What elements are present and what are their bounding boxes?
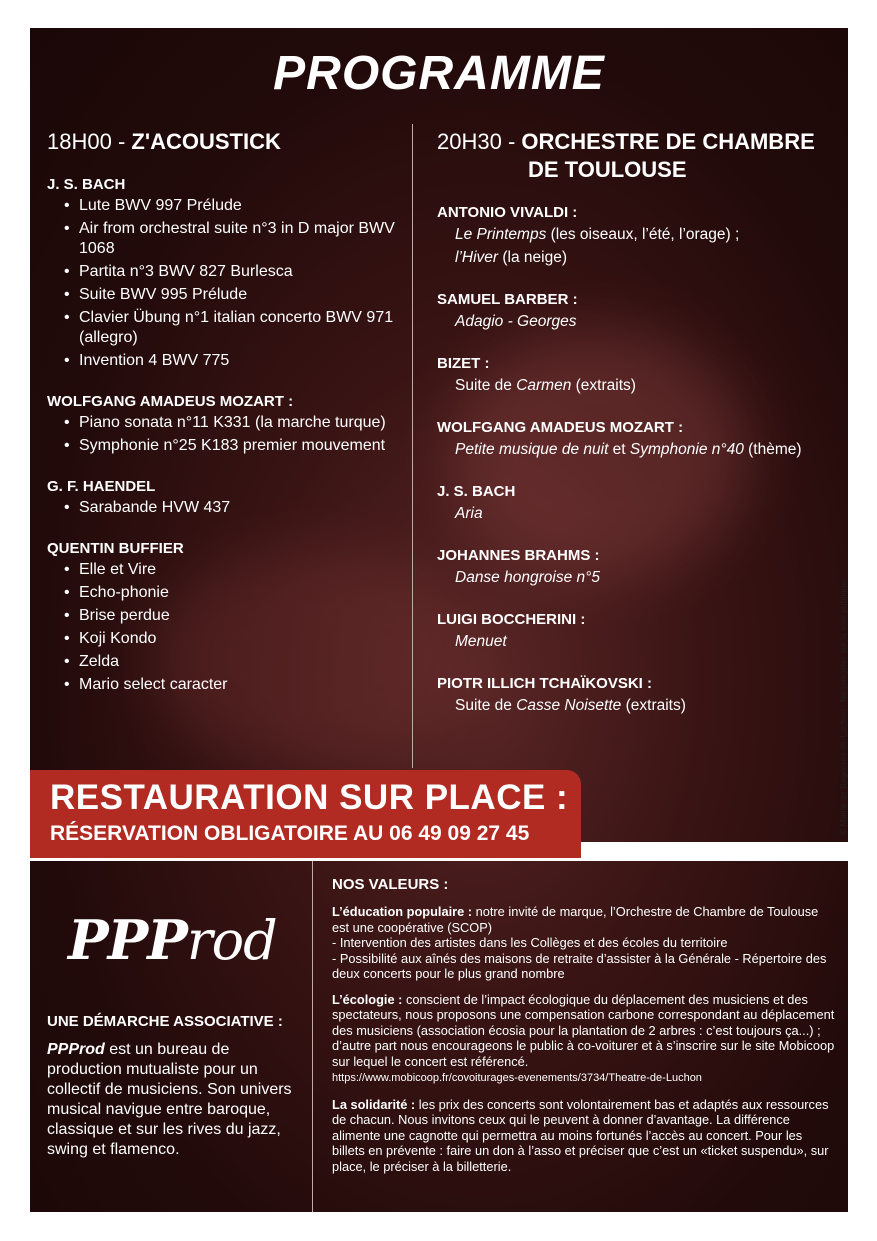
- valeurs-section: [332, 876, 836, 1184]
- valeur-education: [332, 904, 836, 982]
- piece-item: • Suite BWV 995 Prélude: [64, 285, 412, 305]
- right-band-line2: DE TOULOUSE: [528, 157, 687, 182]
- work-note: (extraits): [571, 377, 636, 394]
- valeur-text: conscient de l’impact écologique du déplacement des musiciens et des spectateurs, nous proposons une compensation carbone correspondant au déplacement des musiciens (association écosia pour la plantation de 2 arbres : c’est toujours ça...) ; d’autre part nous encourageons le public à co-voiturer et à s’inscrire sur le site Mobicoop sur lequel le concert est référencé.: [332, 991, 835, 1069]
- mobicoop-link[interactable]: https://www.mobicoop.fr/covoiturages-evenements/3734/Theatre-de-Luchon: [332, 1072, 702, 1084]
- composer-bizet: BIZET :: [437, 355, 490, 372]
- mairie-credit: © Mairie de Bagnères-de-Luchon - Ne pas jeter sur la voie publique.: [838, 578, 848, 835]
- valeur-label: L’écologie :: [332, 991, 403, 1007]
- piece-item: • Symphonie n°25 K183 premier mouvement: [64, 436, 412, 456]
- piece-item: • Partita n°3 BWV 827 Burlesca: [64, 262, 412, 282]
- piece-item: • Air from orchestral suite n°3 in D major BWV 1068: [64, 219, 412, 259]
- reservation-phone: RÉSERVATION OBLIGATOIRE AU 06 49 09 27 45: [50, 822, 530, 845]
- valeurs-heading: NOS VALEURS :: [332, 876, 449, 893]
- work-line: [437, 223, 837, 246]
- right-heading: [437, 128, 837, 184]
- work-note: Suite de: [455, 697, 517, 714]
- valeur-solidarite: [332, 1097, 836, 1175]
- right-time: 20H30 -: [437, 129, 516, 154]
- work-line: [437, 438, 837, 461]
- column-divider: [412, 124, 413, 768]
- work-title: Carmen: [516, 377, 572, 394]
- piece-list: [47, 498, 412, 518]
- logo-rod: rod: [186, 909, 277, 972]
- piece-list: [47, 196, 412, 371]
- work-title: Adagio - Georges: [455, 313, 577, 330]
- work-line: [437, 374, 837, 397]
- work-title: Symphonie n°40: [629, 441, 744, 458]
- left-program: [47, 128, 412, 698]
- piece-item: • Invention 4 BWV 775: [64, 351, 412, 371]
- ppprod-logo: [68, 908, 277, 972]
- banner-divider: [581, 842, 848, 858]
- composer-name: J. S. BACH: [47, 176, 126, 193]
- piece-item: • Elle et Vire: [64, 560, 412, 580]
- logo-ppp: PPP: [68, 908, 187, 972]
- work-title: Casse Noisette: [516, 697, 622, 714]
- valeur-text: les prix des concerts sont volontairement bas et adaptés aux ressources de chacun. Nous invitons ceux qui le peuvent à donner d’avantage. La différence alimente une cagnotte qui permettra au moins fortunés l’accès au concert. Pour les billets en prévente : faire un don à l’asso et préciser que c’est un «ticket suspendu», sur place, le préciser à la billetterie.: [332, 1096, 829, 1174]
- piece-item: • Sarabande HVW 437: [64, 498, 412, 518]
- work-line: [437, 566, 837, 589]
- composer-bach: J. S. BACH: [437, 483, 516, 500]
- work-line: [437, 310, 837, 333]
- composer-boccherini: LUIGI BOCCHERINI :: [437, 611, 586, 628]
- piece-list: [47, 413, 412, 456]
- valeur-text: - Possibilité aux aînés des maisons de retraite d’assister à la Générale - Répertoire des deux concerts pour le plus grand nombre: [332, 950, 827, 981]
- work-note: Suite de: [455, 377, 517, 394]
- piece-item: • Zelda: [64, 652, 412, 672]
- work-line: [437, 694, 837, 717]
- valeur-text: - Intervention des artistes dans les Collèges et des écoles du territoire: [332, 935, 728, 950]
- association-text: [47, 1040, 295, 1160]
- left-heading: [47, 128, 412, 156]
- composer-name: WOLFGANG AMADEUS MOZART :: [47, 393, 294, 410]
- poster: [30, 28, 848, 1212]
- restauration-title: RESTAURATION SUR PLACE :: [50, 778, 569, 817]
- work-title: Petite musique de nuit: [455, 441, 609, 458]
- work-title: Danse hongroise n°5: [455, 569, 600, 586]
- valeur-text: notre invité de marque, l’Orchestre de Chambre de Toulouse est une coopérative (SCOP): [332, 904, 819, 935]
- association-name: PPProd: [47, 1041, 105, 1058]
- work-note: (thème): [743, 441, 802, 458]
- composer-name: G. F. HAENDEL: [47, 478, 156, 495]
- work-note: et: [608, 441, 630, 458]
- restauration-banner: [30, 770, 581, 860]
- piece-item: • Mario select caracter: [64, 675, 412, 695]
- work-line: [437, 502, 837, 525]
- composer-brahms: JOHANNES BRAHMS :: [437, 547, 600, 564]
- work-title: l’Hiver: [455, 249, 499, 266]
- composer-tchaikovski: PIOTR ILLICH TCHAÏKOVSKI :: [437, 675, 652, 692]
- composer-name: QUENTIN BUFFIER: [47, 540, 184, 557]
- piece-item: • Brise perdue: [64, 606, 412, 626]
- composer-mozart: WOLFGANG AMADEUS MOZART :: [437, 419, 684, 436]
- left-time: 18H00 -: [47, 129, 126, 154]
- association-description: est un bureau de production mutualiste pour un collectif de musiciens. Son univers musical navigue entre baroque, classique et sur les rives du jazz, swing et flamenco.: [47, 1041, 292, 1158]
- work-line: [437, 630, 837, 653]
- piece-item: • Echo-phonie: [64, 583, 412, 603]
- work-line: [437, 246, 837, 269]
- left-sections: [47, 176, 412, 695]
- work-title: Le Printemps: [455, 226, 547, 243]
- association-heading: UNE DÉMARCHE ASSOCIATIVE :: [47, 1013, 283, 1030]
- section-divider: [30, 858, 848, 861]
- right-program: [437, 128, 837, 717]
- composer-barber: SAMUEL BARBER :: [437, 291, 578, 308]
- right-band-line1: ORCHESTRE DE CHAMBRE: [521, 129, 815, 154]
- piece-item: • Lute BWV 997 Prélude: [64, 196, 412, 216]
- work-note: (la neige): [498, 249, 567, 266]
- valeur-label: La solidarité :: [332, 1096, 416, 1112]
- work-title: Aria: [455, 505, 483, 522]
- valeur-ecologie: [332, 992, 836, 1087]
- piece-item: • Koji Kondo: [64, 629, 412, 649]
- work-note: (extraits): [621, 697, 686, 714]
- column-divider: [312, 861, 313, 1212]
- left-band: Z'ACOUSTICK: [131, 129, 281, 154]
- piece-list: [47, 560, 412, 695]
- piece-item: • Clavier Übung n°1 italian concerto BWV 971 (allegro): [64, 308, 412, 348]
- page-title: PROGRAMME: [273, 47, 605, 100]
- work-note: (les oiseaux, l’été, l’orage) ;: [546, 226, 740, 243]
- work-title: Menuet: [455, 633, 507, 650]
- piece-item: • Piano sonata n°11 K331 (la marche turque): [64, 413, 412, 433]
- composer-vivaldi: ANTONIO VIVALDI :: [437, 204, 578, 221]
- valeur-label: L’éducation populaire :: [332, 904, 473, 919]
